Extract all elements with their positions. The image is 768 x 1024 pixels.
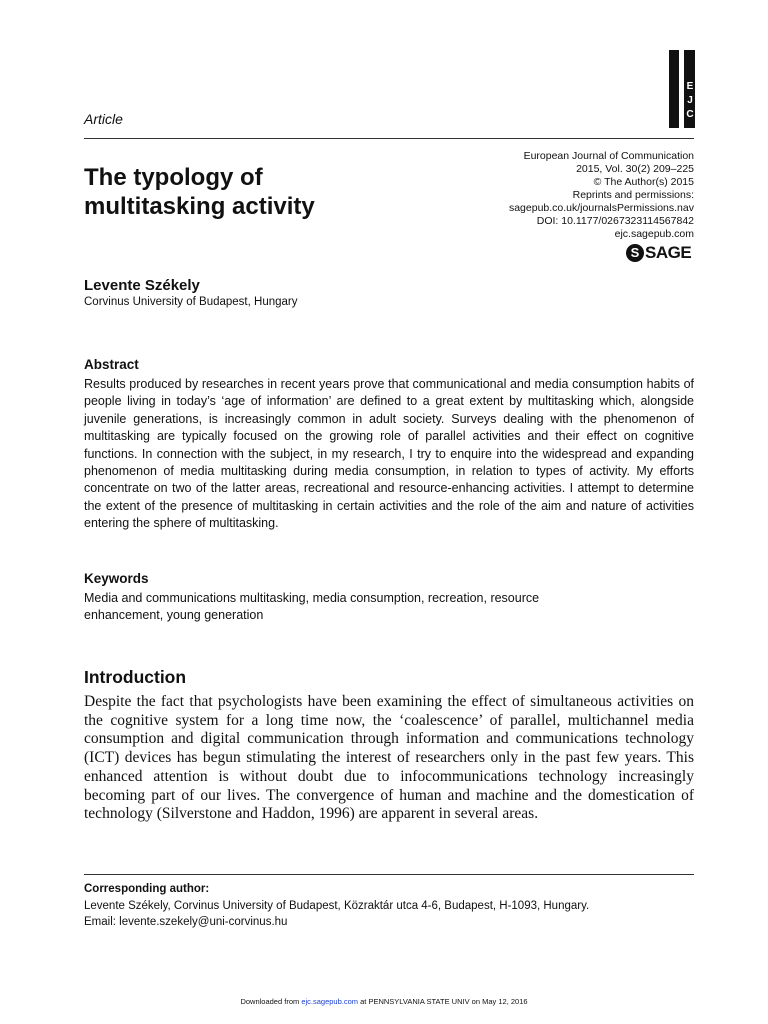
abstract-text: Results produced by researches in recent years prove that communicational and media consumption habits of people living in today’s ‘age of information’ are defined to a great extent by multitasking which, alongside juvenile generations, is increasingly common in adult society. Surveys dealing with the phenomenon of multitasking are typically focused on the growing role of parallel activities and their effect on cognitive functions. In connection with the subject, in my research, I try to enquire into the widespread and expanding phenomenon of media multitasking during media consumption, in relation to types of activity. My efforts concentrate on two of the latter areas, recreational and resource-enhancing activities. I attempt to determine the extent of the presence of multitasking in certain activities and the role of the aim and nature of activities entering the sphere of multitasking. [84, 377, 694, 531]
journal-name: European Journal of Communication [523, 150, 694, 162]
corresponding-author-email[interactable]: Email: levente.szekely@uni-corvinus.hu [84, 916, 288, 928]
copyright: © The Author(s) 2015 [593, 176, 694, 188]
keywords-heading: Keywords [84, 571, 149, 586]
introduction-text: Despite the fact that psychologists have been examining the effect of simultaneous activities on the cognitive system for a long time now, the ‘coalescence’ of parallel, multichannel media consumption and digital communication through information and communications technology (ICT) devices has begun stimulating the interest of researchers only in the past few years. This enhanced attention is without doubt due to infocommunications technology increasingly becoming part of our lives. The convergence of human and machine and the domestication of technology (Silverstone and Haddon, 1996) are apparent in several areas. [84, 693, 694, 823]
sage-logo [626, 243, 691, 263]
sage-logo-text: SAGE [645, 243, 692, 262]
footer-suffix: at PENNSYLVANIA STATE UNIV on May 12, 2016 [358, 997, 528, 1006]
article-title [84, 163, 464, 221]
corner-mark-letter: J [687, 95, 693, 106]
corresponding-author-heading: Corresponding author: [84, 883, 210, 895]
footer-site-link[interactable]: ejc.sagepub.com [301, 997, 359, 1006]
corner-mark-letter: E [686, 81, 694, 92]
journal-meta [470, 150, 694, 241]
corresponding-author-address: Levente Székely, Corvinus University of Budapest, Közraktár utca 4-6, Budapest, H-1093, Hungary. [84, 900, 590, 912]
reprints-label: Reprints and permissions: [572, 189, 694, 201]
doi[interactable]: DOI: 10.1177/0267323114567842 [536, 215, 694, 227]
sage-logo-mark: S [626, 244, 644, 262]
author-name: Levente Székely [84, 277, 200, 294]
title-line: The typology of [84, 164, 263, 191]
header-rule [84, 138, 694, 139]
introduction-heading: Introduction [84, 667, 187, 687]
journal-corner-mark [669, 50, 695, 128]
author-affiliation: Corvinus University of Budapest, Hungary [84, 296, 298, 308]
article-type-label: Article [84, 111, 123, 127]
corner-mark-strip [679, 50, 684, 128]
footnote-rule [84, 874, 694, 875]
download-footer [0, 997, 768, 1006]
keywords-text: Media and communications multitasking, media consumption, recreation, resource enhancement, young generation [84, 591, 540, 623]
abstract-heading: Abstract [84, 357, 139, 372]
permissions-link[interactable]: sagepub.co.uk/journalsPermissions.nav [508, 202, 694, 214]
corner-mark-letter: C [686, 109, 694, 120]
footer-prefix: Downloaded from [240, 997, 302, 1006]
corner-mark-letters [685, 80, 695, 122]
title-line: multitasking activity [84, 193, 315, 220]
journal-volume: 2015, Vol. 30(2) 209–225 [576, 163, 694, 175]
journal-site-link[interactable]: ejc.sagepub.com [614, 228, 694, 240]
